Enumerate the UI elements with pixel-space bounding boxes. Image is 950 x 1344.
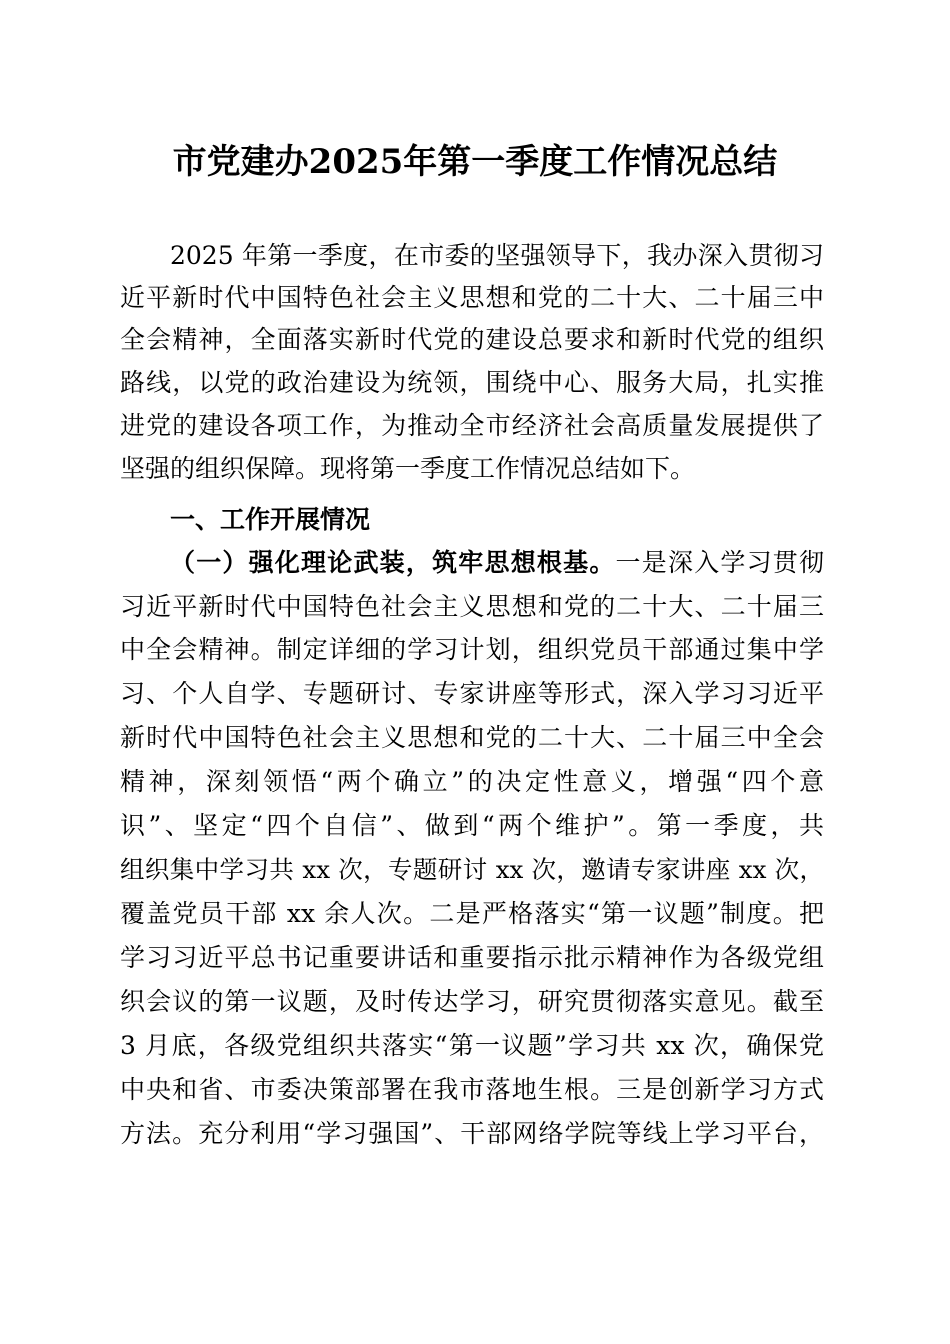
paragraph-line: 织会议的第一议题，及时传达学习，研究贯彻落实意见。截至 (120, 987, 824, 1016)
paragraph-line: 精神，深刻领悟“两个确立”的决定性意义，增强“四个意 (120, 767, 824, 796)
subsection-heading: （一）强化理论武装，筑牢思想根基。 (170, 548, 616, 577)
paragraph-line: 坚强的组织保障。现将第一季度工作情况总结如下。 (120, 454, 696, 483)
paragraph-line: 中央和省、市委决策部署在我市落地生根。三是创新学习方式 (120, 1075, 824, 1104)
paragraph-line: 学习习近平总书记重要讲话和重要指示批示精神作为各级党组 (120, 943, 824, 972)
paragraph-line: 覆盖党员干部 xx 余人次。二是严格落实“第一议题”制度。把 (120, 899, 824, 928)
paragraph-line: 识”、坚定“四个自信”、做到“两个维护”。第一季度，共 (120, 811, 824, 840)
paragraph-line: 全会精神，全面落实新时代党的建设总要求和新时代党的组织 (120, 325, 824, 354)
paragraph-line: 中全会精神。制定详细的学习计划，组织党员干部通过集中学 (120, 635, 824, 664)
subsection-first-line-rest: 一是深入学习贯彻 (615, 548, 824, 577)
paragraph-line: 3 月底，各级党组织共落实“第一议题”学习共 xx 次，确保党 (120, 1031, 824, 1060)
paragraph-line: 方法。充分利用“学习强国”、干部网络学院等线上学习平台， (120, 1119, 824, 1148)
paragraph-line: 近平新时代中国特色社会主义思想和党的二十大、二十届三中 (120, 283, 824, 312)
paragraph-line: 2025 年第一季度，在市委的坚强领导下，我办深入贯彻习 (170, 241, 824, 270)
paragraph-line: 组织集中学习共 xx 次，专题研讨 xx 次，邀请专家讲座 xx 次， (120, 855, 824, 884)
paragraph-line: 习、个人自学、专题研讨、专家讲座等形式，深入学习习近平 (120, 679, 824, 708)
subsection-first-line (170, 543, 824, 583)
document-title: 市党建办2025年第一季度工作情况总结 (172, 142, 778, 182)
section-heading: 一、工作开展情况 (170, 505, 371, 534)
paragraph-line: 新时代中国特色社会主义思想和党的二十大、二十届三中全会 (120, 723, 824, 752)
paragraph-line: 习近平新时代中国特色社会主义思想和党的二十大、二十届三 (120, 592, 824, 621)
paragraph-line: 路线，以党的政治建设为统领，围绕中心、服务大局，扎实推 (120, 368, 824, 397)
paragraph-line: 进党的建设各项工作，为推动全市经济社会高质量发展提供了 (120, 411, 824, 440)
